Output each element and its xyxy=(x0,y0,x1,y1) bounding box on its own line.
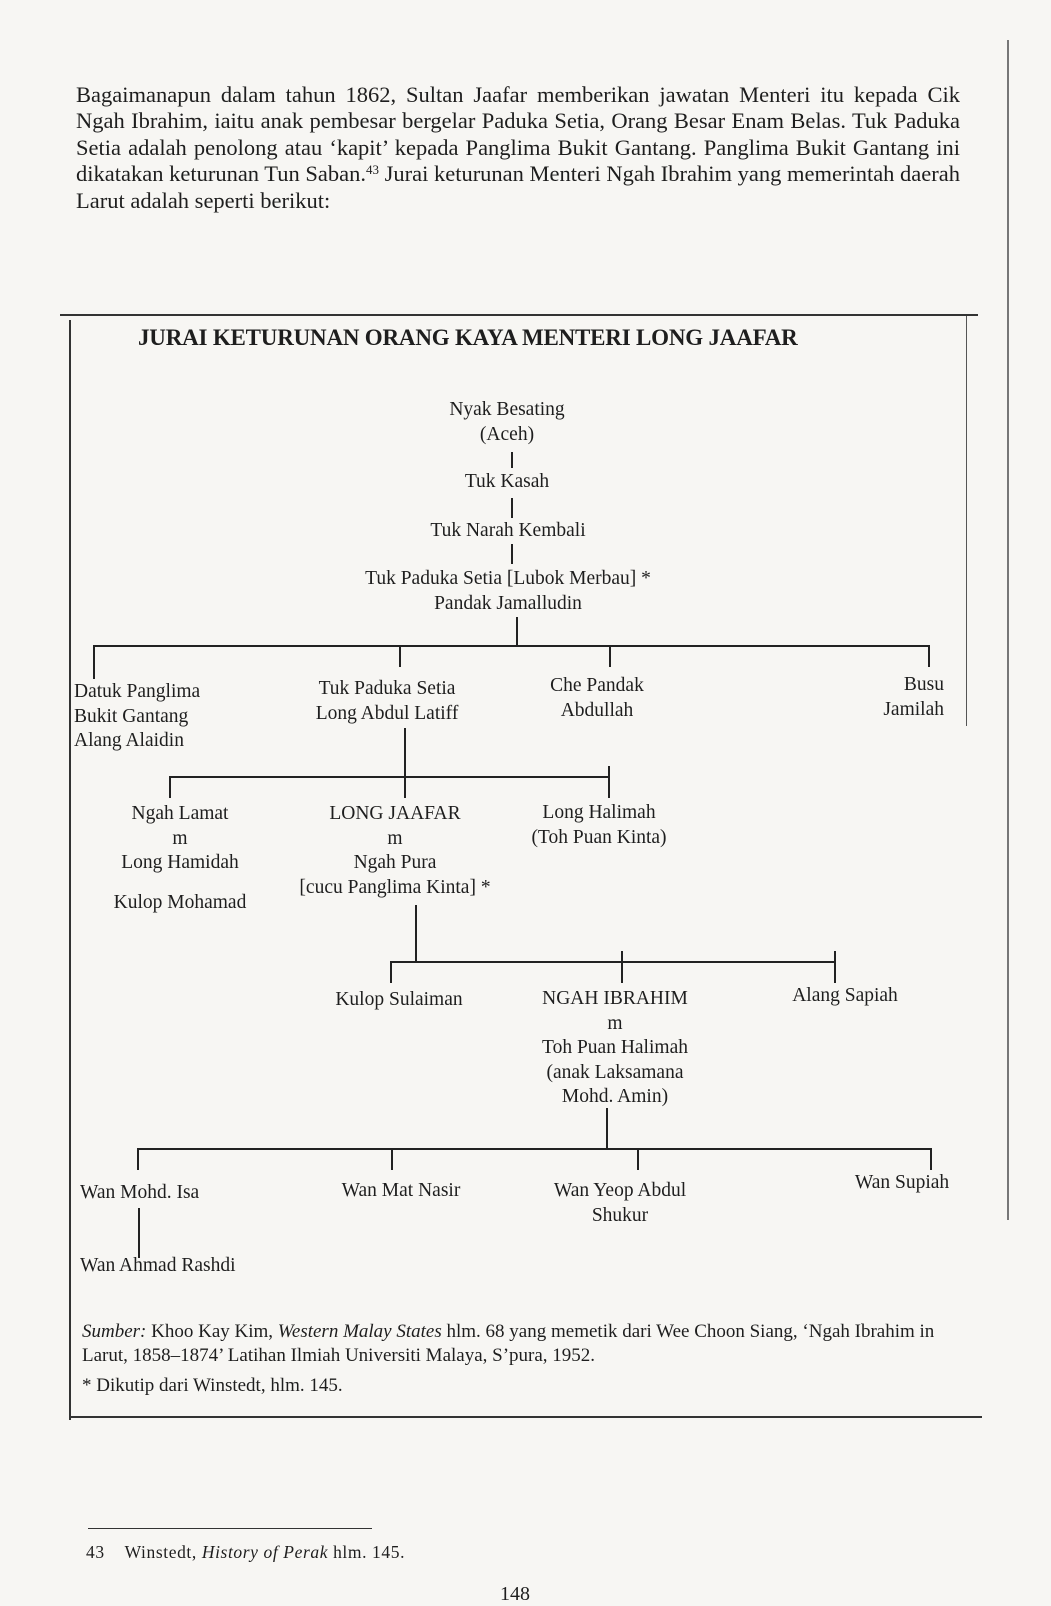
tree-line xyxy=(511,544,513,564)
footnote-rule xyxy=(88,1528,372,1529)
person-wan-ahmad: Wan Ahmad Rashdi xyxy=(80,1255,236,1276)
person-tuk-narah: Tuk Narah Kembali xyxy=(430,520,586,541)
person-wan-mohd-isa: Wan Mohd. Isa xyxy=(80,1182,200,1203)
person-nyak-besating: Nyak Besating (Aceh) xyxy=(449,399,565,445)
page-number: 148 xyxy=(500,1583,530,1605)
tree-line xyxy=(169,776,171,798)
tree-line xyxy=(621,951,623,983)
body-paragraph xyxy=(76,82,960,214)
box-border-right xyxy=(966,316,967,726)
tree-line xyxy=(516,617,518,645)
tree-line xyxy=(930,1148,932,1170)
tree-line xyxy=(511,498,513,518)
chart-title: JURAI KETURUNAN ORANG KAYA MENTERI LONG JAAFAR xyxy=(138,325,798,350)
tree-line xyxy=(390,961,836,963)
paragraph-text-1: Bagaimanapun dalam tahun 1862, Sultan Jaafar memberikan jawatan Menteri itu kepada Cik Ngah Ibrahim, iaitu anak pembesar bergelar Paduka Setia, Orang Besar Enam Belas. Tuk Paduka Setia adalah penolong atau ‘kapit’ kepada Panglima Bukit Gantang. Panglima Bukit Gantang ini dikatakan keturunan Tun Saban. xyxy=(76,82,960,187)
tree-line xyxy=(93,645,930,647)
person-long-halimah: Long Halimah (Toh Puan Kinta) xyxy=(531,802,667,848)
person-wan-mat-nasir: Wan Mat Nasir xyxy=(341,1180,461,1201)
tree-line xyxy=(169,776,610,778)
footnote-ref[interactable]: 43 xyxy=(365,162,379,178)
tree-line xyxy=(609,645,611,667)
person-che-pandak: Che Pandak Abdullah xyxy=(550,675,644,721)
person-long-jaafar: LONG JAAFAR m Ngah Pura [cucu Panglima Kinta] * xyxy=(299,803,491,898)
footnote: 43 Winstedt, History of Perak hlm. 145. xyxy=(86,1542,406,1562)
box-border-left xyxy=(69,320,71,1420)
tree-line xyxy=(391,1148,393,1170)
source-note: Sumber: Khoo Kay Kim, Western Malay States hlm. 68 yang memetik dari Wee Choon Siang, ‘Ngah Ibrahim in Larut, 1858–1874’ Latihan Ilmiah Universiti Malaya, S’pura, 1952. * Dikutip dari Winstedt, hlm. 145. xyxy=(82,1320,970,1398)
tree-line xyxy=(137,1148,139,1170)
tree-line xyxy=(637,1148,639,1170)
person-ngah-lamat: Ngah Lamat m Long Hamidah Kulop Mohamad xyxy=(113,803,247,913)
box-border-bottom xyxy=(69,1416,982,1418)
person-paduka-setia-lubok: Tuk Paduka Setia [Lubok Merbau] * Pandak Jamalludin xyxy=(365,568,651,614)
margin-rule xyxy=(1007,40,1009,1220)
tree-line xyxy=(608,766,610,798)
tree-line xyxy=(404,728,406,776)
person-wan-yeop: Wan Yeop Abdul Shukur xyxy=(553,1180,687,1226)
tree-line xyxy=(606,1108,608,1148)
tree-line xyxy=(137,1148,932,1150)
person-busu: Busu Jamilah xyxy=(883,674,944,720)
person-kulop-sulaiman: Kulop Sulaiman xyxy=(335,989,463,1010)
paragraph-text-2: Jurai keturunan Menteri Ngah Ibrahim yang memerintah daerah Larut adalah seperti berikut: xyxy=(76,161,961,213)
tree-line xyxy=(928,645,930,667)
asterisk-note: * Dikutip dari Winstedt, hlm. 145. xyxy=(82,1375,343,1396)
tree-line xyxy=(93,645,95,679)
box-border-top xyxy=(60,314,978,316)
tree-line xyxy=(834,951,836,983)
person-datuk-panglima: Datuk Panglima Bukit Gantang Alang Alaidin xyxy=(74,681,201,751)
tree-line xyxy=(390,961,392,983)
person-ngah-ibrahim: NGAH IBRAHIM m Toh Puan Halimah (anak Laksamana Mohd. Amin) xyxy=(542,988,688,1107)
person-tuk-paduka-long: Tuk Paduka Setia Long Abdul Latiff xyxy=(315,678,459,724)
person-wan-supiah: Wan Supiah xyxy=(854,1172,950,1193)
tree-line xyxy=(511,452,513,468)
tree-line xyxy=(415,905,417,961)
tree-line xyxy=(138,1208,140,1258)
tree-line xyxy=(399,645,401,667)
person-alang-sapiah: Alang Sapiah xyxy=(792,985,898,1006)
person-tuk-kasah: Tuk Kasah xyxy=(464,471,550,492)
tree-line xyxy=(404,776,406,798)
